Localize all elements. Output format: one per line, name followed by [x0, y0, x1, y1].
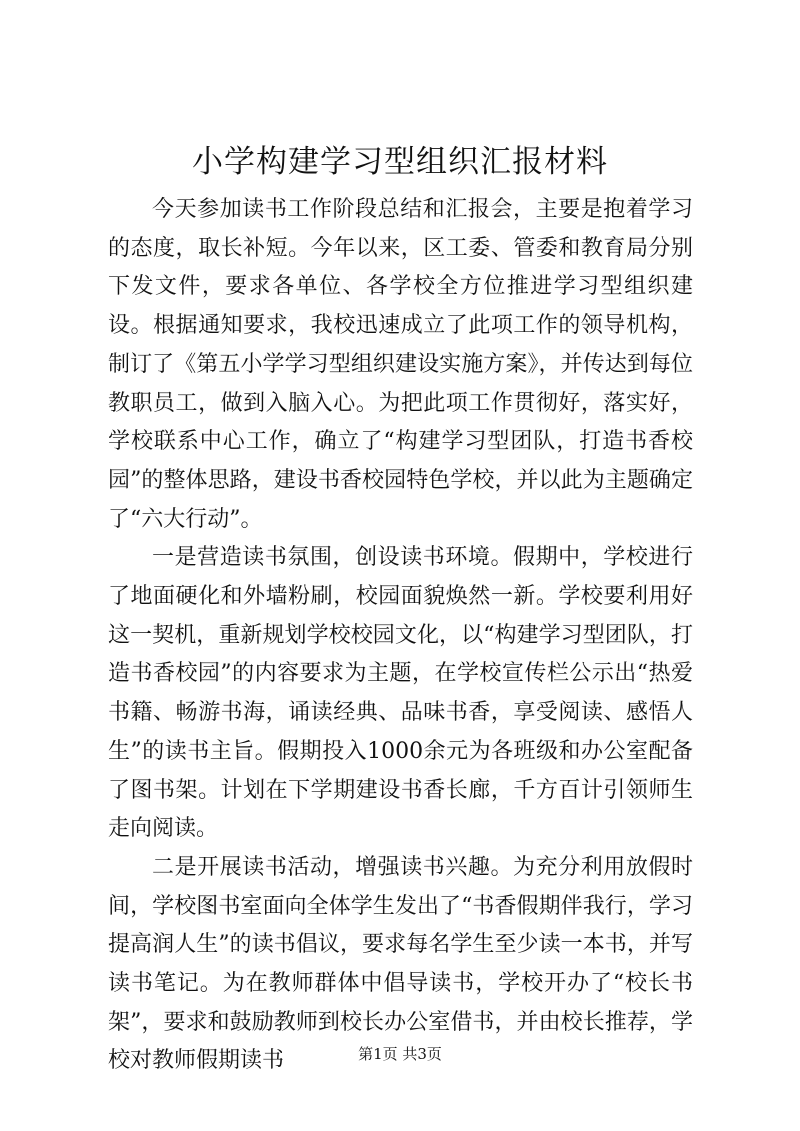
- page-title: 小学构建学习型组织汇报材料: [192, 144, 608, 180]
- paragraph-intro: 今天参加读书工作阶段总结和汇报会，主要是抱着学习的态度，取长补短。今年以来，区工委、管委和教育局分别下发文件，要求各单位、各学校全方位推进学习型组织建设。根据通知要求，我校迅速成立了此项工作的领导机构，制订了《第五小学学习型组织建设实施方案》，并传达到每位教职员工，做到入脑入心。为把此项工作贯彻好，落实好，学校联系中心工作，确立了“构建学习型团队，打造书香校园”的整体思路，建设书香校园特色学校，并以此为主题确定了“六大行动”。: [108, 197, 693, 532]
- paragraph-reading-environment: 一是营造读书氛围，创设读书环境。假期中，学校进行了地面硬化和外墙粉刷，校园面貌焕然一新。学校要利用好这一契机，重新规划学校校园文化，以“构建学习型团队，打造书香校园”的内容要求为主题，在学校宣传栏公示出“热爱书籍、畅游书海，诵读经典、品味书香，享受阅读、感悟人生”的读书主旨。假期投入1000余元为各班级和办公室配备了图书架。计划在下学期建设书香长廊，千方百计引领师生走向阅读。: [108, 545, 693, 842]
- page-footer: 第1页 共3页: [358, 1045, 442, 1063]
- document-body: [108, 191, 693, 1081]
- paragraph-reading-activities: 二是开展读书活动，增强读书兴趣。为充分利用放假时间，学校图书室面向全体学生发出了“书香假期伴我行，学习提高润人生”的读书倡议，要求每名学生至少读一本书，并写读书笔记。为在教师群体中倡导读书，学校开办了“校长书架”，要求和鼓励教师到校长办公室借书，并由校长推荐，学校对教师假期读书: [108, 854, 693, 1074]
